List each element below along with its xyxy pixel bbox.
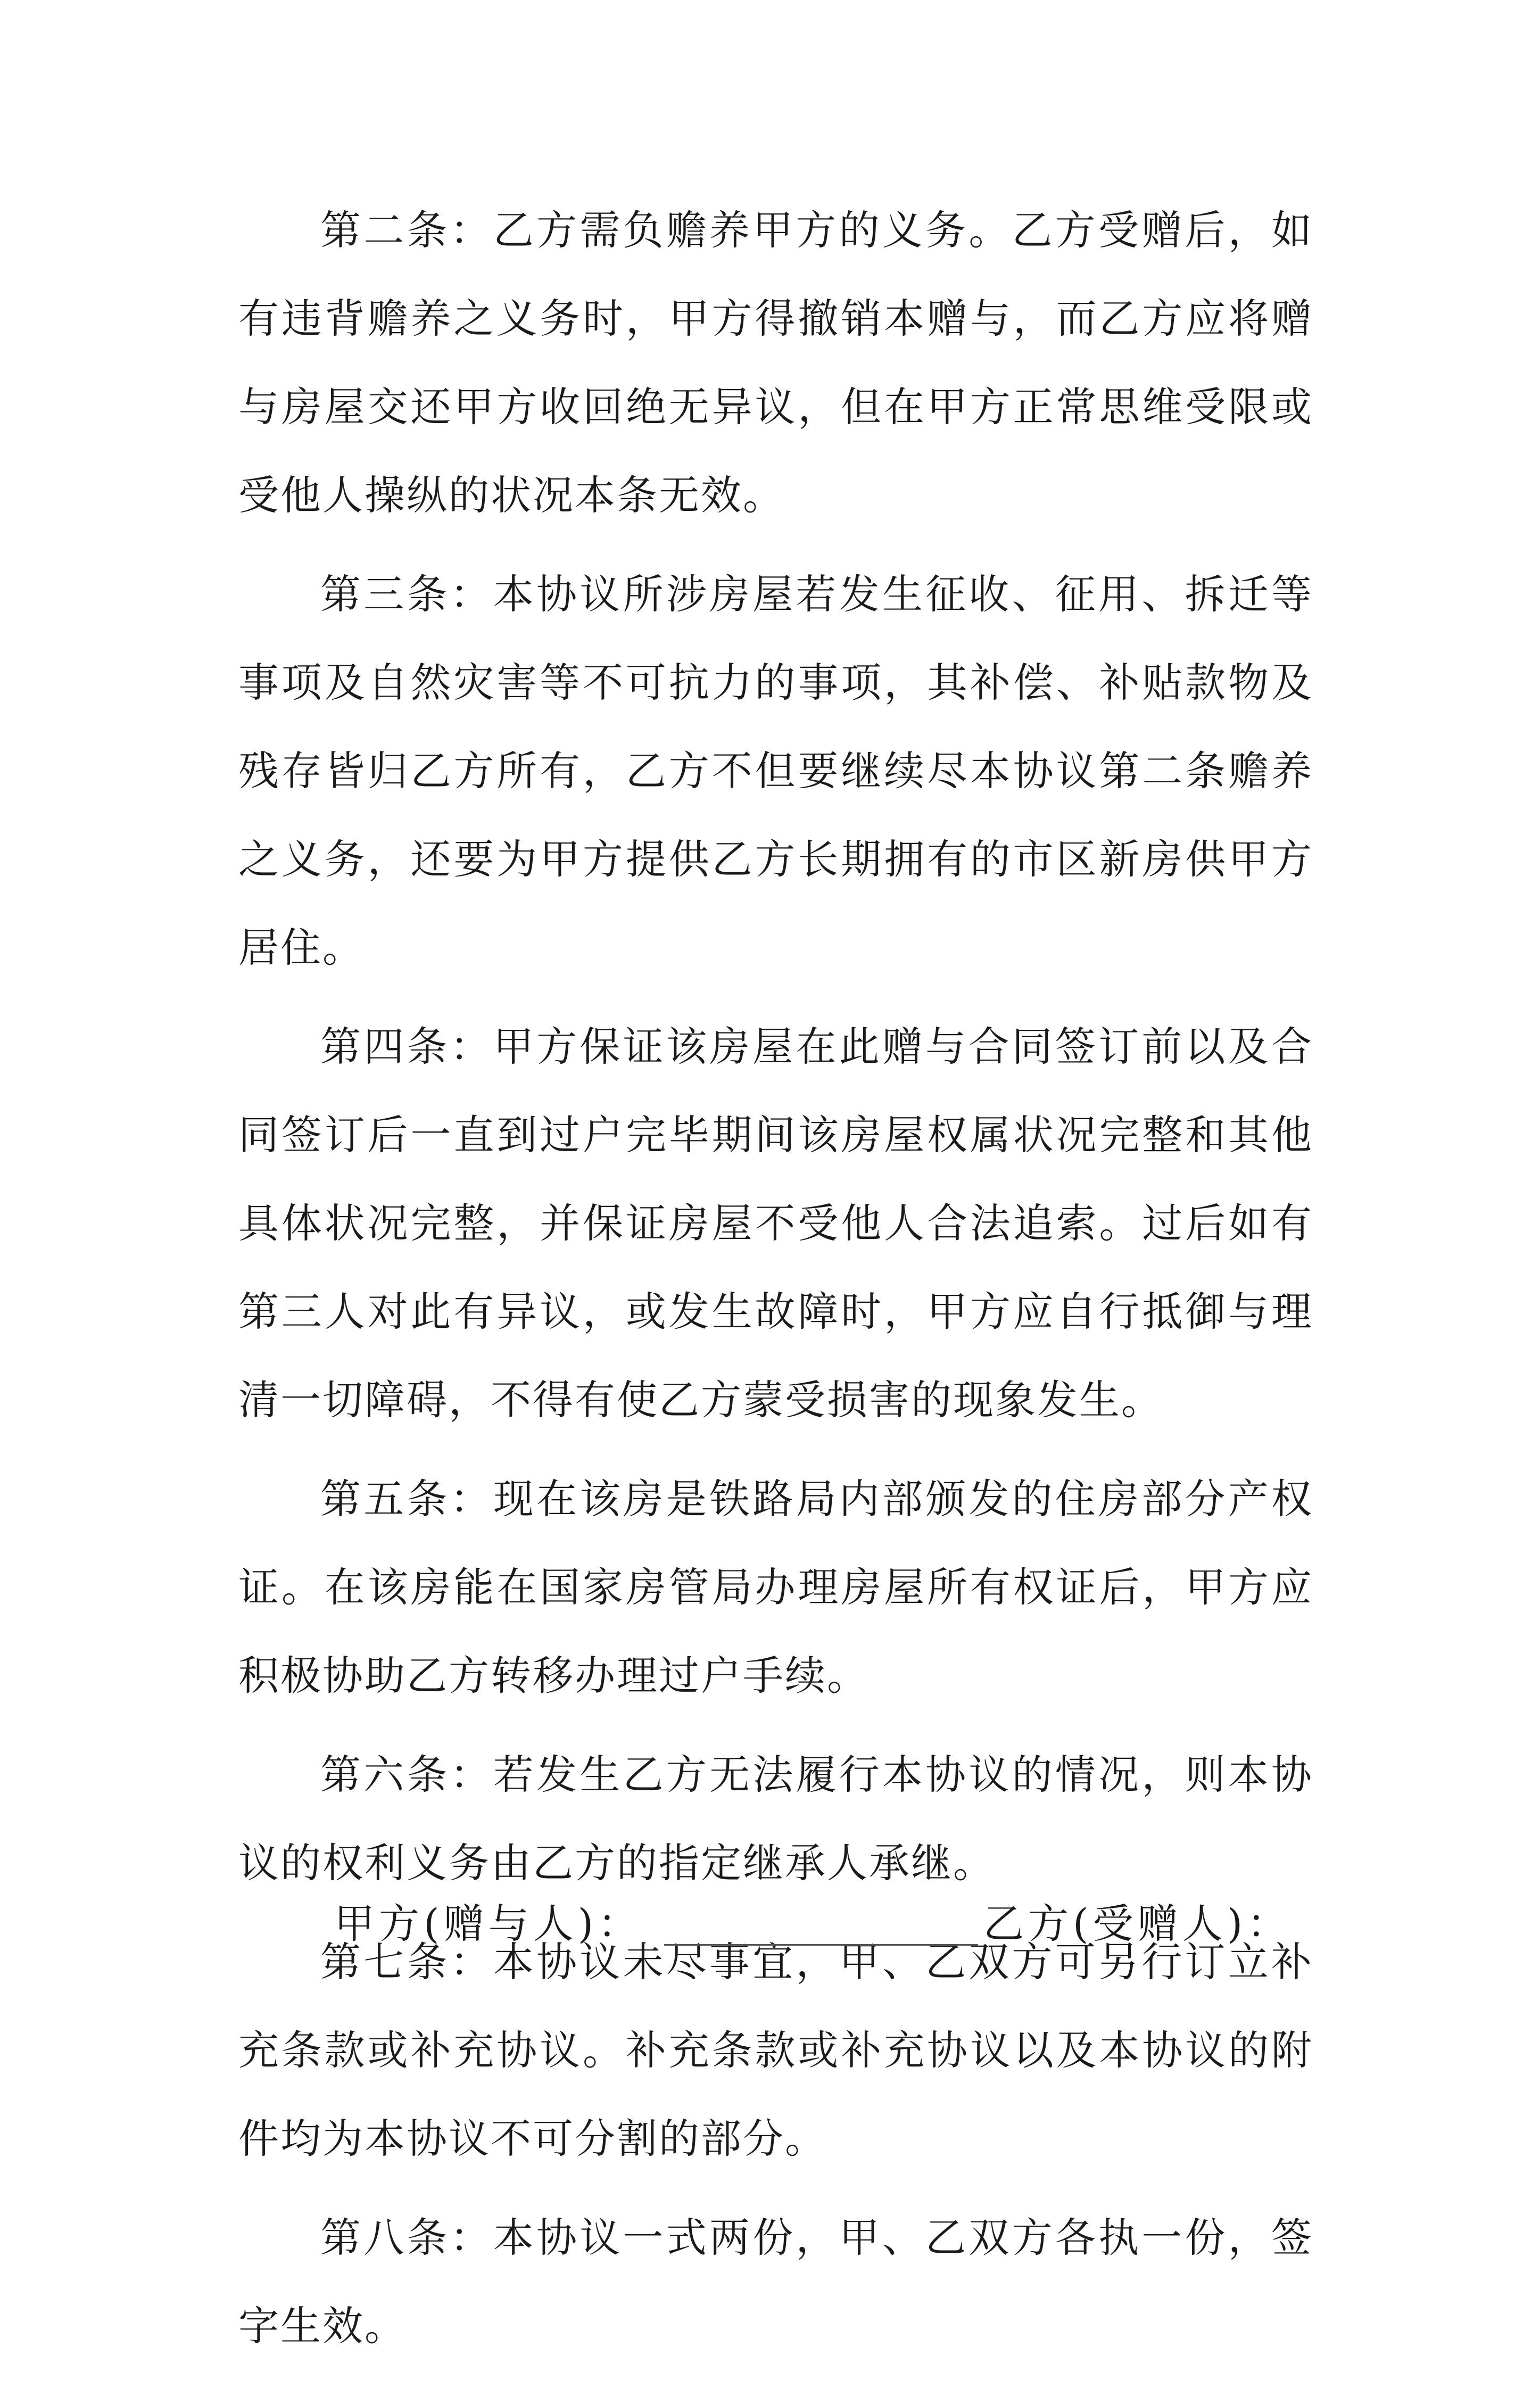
clause-4: 第四条：甲方保证该房屋在此赠与合同签订前以及合同签订后一直到过户完毕期间该房屋权属状况完整和其他具体状况完整，并保证房屋不受他人合法追索。过后如有第三人对此有异议，或发生故障时，甲方应自行抵御与理清一切障碍，不得有使乙方蒙受损害的现象发生。 <box>238 1023 1313 1424</box>
clause-3: 第三条：本协议所涉房屋若发生征收、征用、拆迁等事项及自然灾害等不可抗力的事项，其补偿、补贴款物及残存皆归乙方所有，乙方不但要继续尽本协议第二条赡养之义务，还要为甲方提供乙方长期拥有的市区新房供甲方居住。 <box>238 571 1313 971</box>
signature-blank-line[interactable] <box>664 1944 978 1946</box>
clause-8: 第八条：本协议一式两份，甲、乙双方各执一份，签字生效。 <box>238 2214 1313 2350</box>
party-b-label: 乙方(受赠人)： <box>983 1900 1292 1947</box>
clause-5: 第五条：现在该房是铁路局内部颁发的住房部分产权证。在该房能在国家房管局办理房屋所有权证后，甲方应积极协助乙方转移办理过户手续。 <box>238 1475 1313 1699</box>
clause-2: 第二条：乙方需负赡养甲方的义务。乙方受赠后，如有违背赡养之义务时，甲方得撤销本赠与，而乙方应将赠与房屋交还甲方收回绝无异议，但在甲方正常思维受限或受他人操纵的状况本条无效。 <box>238 206 1313 519</box>
clause-6: 第六条：若发生乙方无法履行本协议的情况，则本协议的权利义务由乙方的指定继承人承继。 <box>238 1751 1313 1887</box>
party-a-label: 甲方(赠与人)： <box>334 1900 643 1947</box>
clause-7: 第七条：本协议未尽事宜，甲、乙双方可另行订立补充条款或补充协议。补充条款或补充协议以及本协议的附件均为本协议不可分割的部分。 <box>238 1938 1313 2162</box>
signature-row <box>238 1887 1313 1961</box>
contract-body <box>238 186 1313 2381</box>
